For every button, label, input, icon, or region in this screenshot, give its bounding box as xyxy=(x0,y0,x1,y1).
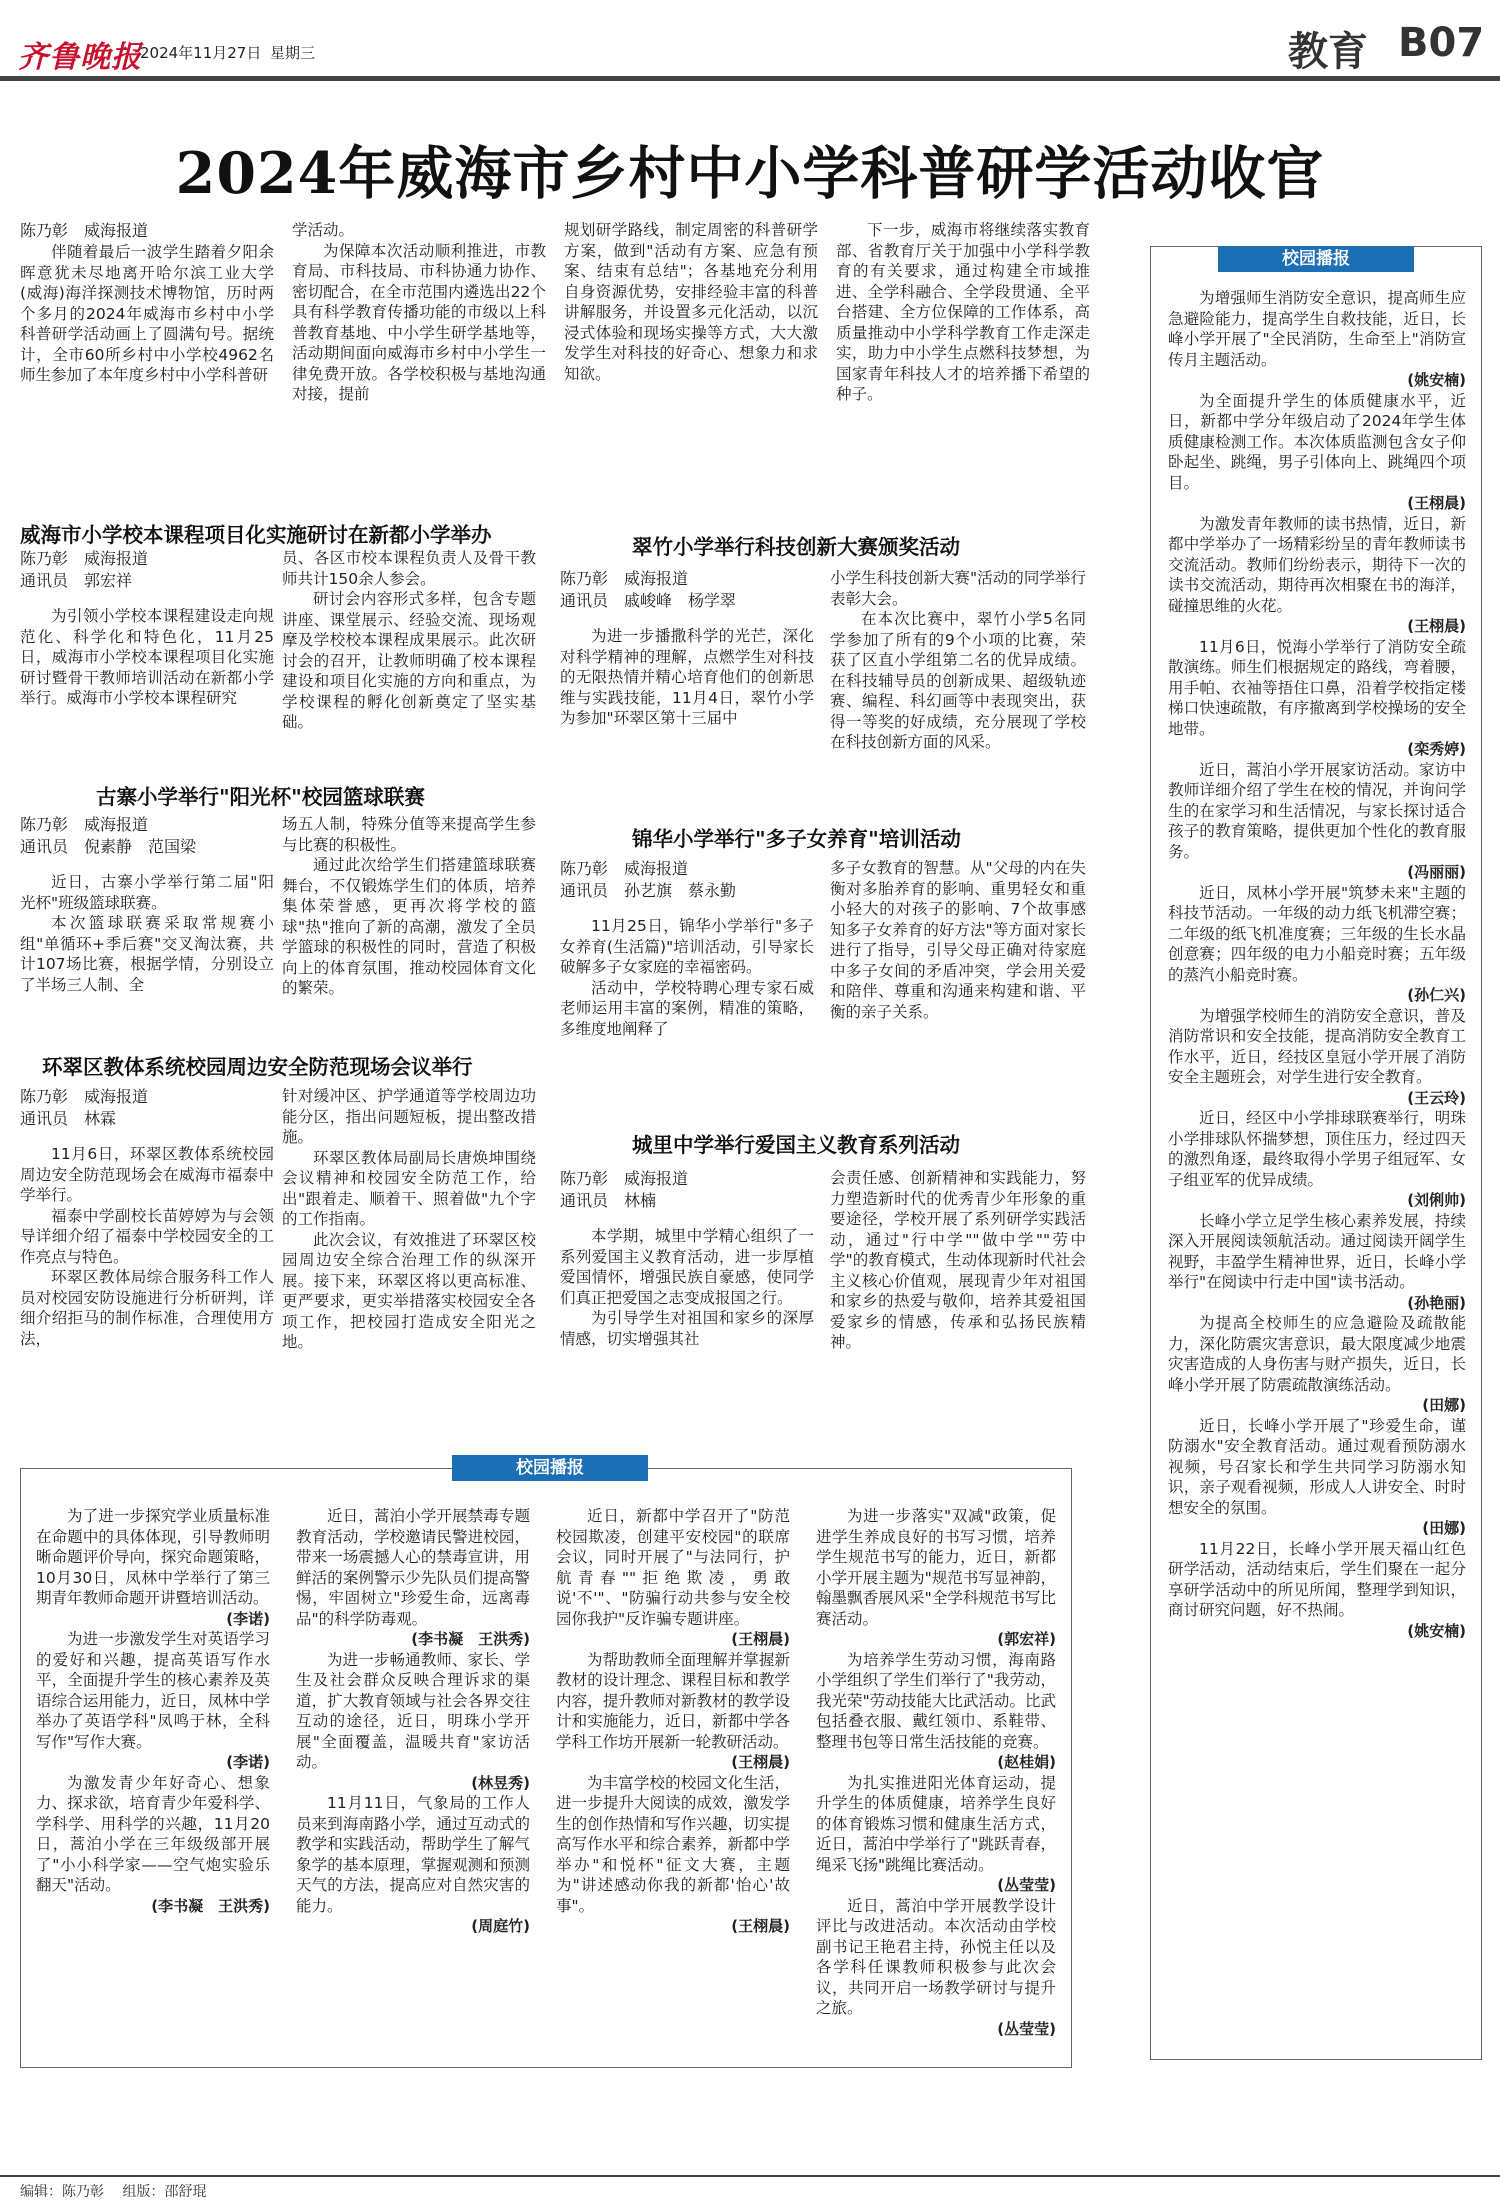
side-news-item: 为激发青年教师的读书热情，近日，新都中学举办了一场精彩纷呈的青年教师读书交流活动。教师们纷纷表示，期待下一次的读书交流活动，期待再次相聚在书的海洋，碰撞思维的火花。 xyxy=(1168,514,1466,615)
article-col xyxy=(20,1086,274,1446)
footer-credits xyxy=(20,2181,206,2201)
lead-col-4 xyxy=(836,220,1090,485)
bottom-news-author: (李书凝 王洪秀) xyxy=(151,1896,270,1915)
article-paragraph: 为引领小学校本课程建设走向规范化、科学化和特色化，11月25日，威海市小学校本课程项目化实施研讨暨骨干教师培训活动在新都小学举行。威海市小学校本课程研究 xyxy=(20,607,274,707)
bottom-news-item: 为了进一步探究学业质量标准在命题中的具体体现，引导教师明晰命题评价导向，探究命题策略，10月30日，凤林中学举行了第三期青年教师命题开讲暨培训活动。 xyxy=(36,1507,270,1607)
article-paragraph: 近日，古寨小学举行第二届"阳光杯"班级篮球联赛。 xyxy=(20,873,274,912)
article-col xyxy=(560,858,814,1098)
section-name: 教育 xyxy=(1288,29,1368,75)
bottom-news-item: 近日，蒿泊中学开展教学设计评比与改进活动。本次活动由学校副书记王艳君主持，孙悦主任以及各学科任课教师积极参与此次会议，共同开启一场教学研讨与提升之旅。 xyxy=(816,1896,1056,2017)
bottom-news-col-4 xyxy=(816,1506,1056,2062)
article-byline: 通讯员 林霖 xyxy=(20,1109,117,1128)
article-paragraph: 小学生科技创新大赛"活动的同学举行表彰大会。 xyxy=(830,569,1086,608)
article-paragraph: 活动中，学校特聘心理专家石威老师运用丰富的案例，精准的策略，多维度地阐释了 xyxy=(560,978,814,1038)
footer-layout: 组版：邵舒琨 xyxy=(122,2184,207,2200)
article-paragraph: 为引导学生对祖国和家乡的深厚情感，切实增强其社 xyxy=(560,1309,814,1348)
article-paragraph: 环翠区教体局综合服务科工作人员对校园安防设施进行分析研判，详细介绍拒马的制作标准，合理使用方法， xyxy=(20,1268,274,1348)
article-col xyxy=(20,814,274,1034)
article-col xyxy=(830,568,1086,808)
bottom-news-author: (周庭竹) xyxy=(471,1917,530,1935)
bottom-news-author: (李诺) xyxy=(226,1753,270,1771)
side-news-item: 近日，长峰小学开展了"珍爱生命，谨防溺水"安全教育活动。通过观看预防溺水视频，号召家长和学生共同学习防溺水知识，亲子观看视频，形成人人讲安全、时时想安全的氛围。 xyxy=(1168,1416,1466,1517)
article-title: 锦华小学举行"多子女养育"培训活动 xyxy=(632,827,961,851)
side-news-item: 为提高全校师生的应急避险及疏散能力，深化防震灾害意识，最大限度减少地震灾害造成的人身伤害与财产损失，近日，长峰小学开展了防震疏散演练活动。 xyxy=(1168,1314,1466,1394)
article-paragraph: 环翠区教体局副局长唐焕坤围绕会议精神和校园安全防范工作，给出"跟着走、顺着干、照着做"九个字的工作指南。 xyxy=(282,1148,536,1228)
bottom-news-col-1 xyxy=(36,1506,270,2062)
article-paragraph: 福泰中学副校长苗婷婷为与会领导详细介绍了福泰中学校园安全的工作亮点与特色。 xyxy=(20,1206,274,1266)
article-paragraph: 会责任感、创新精神和实践能力，努力塑造新时代的优秀青少年形象的重要途径，学校开展了系列研学实践活动，通过"行中学""做中学""劳中学"的教育模式，生动体现新时代社会主义核心价值观，展现青少年对祖国和家乡的热爱与敬仰，培养其爱祖国爱家乡的情感，传承和弘扬民族精神。 xyxy=(830,1169,1086,1351)
article-paragraph: 通过此次给学生们搭建篮球联赛舞台，不仅锻炼学生们的体质，培养集体荣誉感，更再次将学校的篮球"热"推向了新的高潮，激发了全员学篮球的积极性的同时，营造了积极向上的体育氛围，推动校园体育文化的繁荣。 xyxy=(282,856,536,997)
side-news-author: (田娜) xyxy=(1422,1396,1466,1414)
bottom-news-author: (王栩晨) xyxy=(731,1917,790,1935)
side-news-item: 11月6日，悦海小学举行了消防安全疏散演练。师生们根据规定的路线，弯着腰，用手帕、衣袖等捂住口鼻，沿着学校指定楼梯口快速疏散，有序撤离到学校操场的安全地带。 xyxy=(1168,637,1466,738)
newspaper-logo: 齐鲁晚报 xyxy=(18,40,142,75)
article-byline: 陈乃彰 威海报道 xyxy=(560,1169,689,1188)
article-byline: 通讯员 戚峻峰 杨学翠 xyxy=(560,591,737,610)
article-byline: 通讯员 孙艺旗 蔡永勤 xyxy=(560,881,737,900)
lead-col-3 xyxy=(564,220,818,485)
article-col xyxy=(282,1086,536,1446)
article-col xyxy=(20,548,274,766)
article-paragraph: 多子女教育的智慧。从"父母的内在失衡对多胎养育的影响、重男轻女和重小轻大的对孩子的影响、7个故事感知多子女养育的好方法"等方面对家长进行了指导，引导父母正确对待家庭中多子女间的矛盾冲突，学会用关爱和陪伴、尊重和沟通来构建和谐、平衡的亲子关系。 xyxy=(830,859,1086,1021)
bottom-news-author: (王栩晨) xyxy=(731,1630,790,1648)
article-byline: 陈乃彰 威海报道 xyxy=(560,569,689,588)
side-news-item: 近日，经区中小学排球联赛举行，明珠小学排球队怀揣梦想，顶住压力，经过四天的激烈角逐，最终取得小学男子组冠军、女子组亚军的优异成绩。 xyxy=(1168,1109,1466,1189)
article-byline: 通讯员 倪素静 范国梁 xyxy=(20,837,197,856)
side-news-column xyxy=(1168,288,1466,2054)
lead-paragraph: 伴随着最后一波学生踏着夕阳余晖意犹未尽地离开哈尔滨工业大学(威海)海洋探测技术博物馆，历时两个多月的2024年威海市乡村中小学科普研学活动画上了圆满句号。据统计，全市60所乡村中小学校4962名师生参加了本年度乡村中小学科普研 xyxy=(20,243,274,384)
bottom-news-item: 为帮助教师全面理解并掌握新教材的设计理念、课程目标和教学内容，提升教师对新教材的教学设计和实施能力，近日，新都中学各学科工作坊开展新一轮教研活动。 xyxy=(556,1650,790,1751)
side-news-author: (冯丽丽) xyxy=(1407,863,1466,881)
bottom-news-col-2 xyxy=(296,1506,530,2062)
article-col xyxy=(282,814,536,1034)
article-byline: 陈乃彰 威海报道 xyxy=(20,549,149,568)
article-byline: 陈乃彰 威海报道 xyxy=(20,815,149,834)
article-col xyxy=(830,858,1086,1098)
bottom-news-author: (郭宏祥) xyxy=(997,1630,1056,1648)
article-paragraph: 员、各区市校本课程负责人及骨干教师共计150余人参会。 xyxy=(282,549,536,588)
article-paragraph: 在本次比赛中，翠竹小学5名同学参加了所有的9个小项的比赛，荣获了区直小学组第二名的优异成绩。在科技辅导员的创新成果、超级轨迹赛、编程、科幻画等中表现突出，获得一等奖的好成绩，充分展现了学校在科技创新方面的风采。 xyxy=(830,610,1086,751)
bottom-news-item: 近日，蒿泊小学开展禁毒专题教育活动，学校邀请民警进校园，带来一场震撼人心的禁毒宣讲，用鲜活的案例警示少先队员们提高警惕，牢固树立"珍爱生命，远离毒品"的科学防毒观。 xyxy=(296,1507,530,1628)
side-news-item: 近日，蒿泊小学开展家访活动。家访中教师详细介绍了学生在校的情况，并询问学生的在家学习和生活情况，与家长探讨适合孩子的教育策略，提供更加个性化的教育服务。 xyxy=(1168,760,1466,861)
lead-paragraph: 学活动。 xyxy=(292,221,355,239)
article-byline: 通讯员 郭宏祥 xyxy=(20,571,133,590)
article-title: 威海市小学校本课程项目化实施研讨在新都小学举办 xyxy=(20,523,492,547)
side-news-author: (王栩晨) xyxy=(1407,494,1466,512)
article-paragraph: 本学期，城里中学精心组织了一系列爱国主义教育活动，进一步厚植爱国情怀，增强民族自豪感，使同学们真正把爱国之志变成报国之行。 xyxy=(560,1227,814,1307)
side-news-author: (田娜) xyxy=(1422,1519,1466,1537)
lead-paragraph: 下一步，威海市将继续落实教育部、省教育厅关于加强中小学科学教育的有关要求，通过构建全市域推进、全学科融合、全学段贯通、全平台搭建、全方位保障的工作体系，高质量推动中小学科学教育工作走深走实，助力中小学生点燃科技梦想，为国家青年科技人才的培养播下希望的种子。 xyxy=(836,221,1090,403)
article-byline: 通讯员 林楠 xyxy=(560,1191,657,1210)
article-paragraph: 11月25日，锦华小学举行"多子女养育(生活篇)"培训活动，引导家长破解多子女家庭的幸福密码。 xyxy=(560,917,814,976)
issue-weekday: 星期三 xyxy=(270,44,316,62)
bottom-news-item: 为进一步畅通教师、家长、学生及社会群众反映合理诉求的渠道，扩大教育领域与社会各界交往互动的途径，近日，明珠小学开展"全面覆盖，温暖共育"家访活动。 xyxy=(296,1650,530,1771)
article-paragraph: 研讨会内容形式多样，包含专题讲座、课堂展示、经验交流、现场观摩及学校校本课程成果展示。此次研讨会的召开，让教师明确了校本课程建设和项目化实施的方向和重点，为学校课程的孵化创新奠定了坚实基础。 xyxy=(282,590,536,731)
article-title: 古寨小学举行"阳光杯"校园篮球联赛 xyxy=(96,785,425,809)
bottom-news-col-3 xyxy=(556,1506,790,2062)
lead-paragraph: 为保障本次活动顺利推进，市教育局、市科技局、市科协通力协作、密切配合，在全市范围内遴选出22个具有科学教育传播功能的市级以上科普教育基地、中小学生研学基地等，活动期间面向威海市乡村中小学生一律免费开放。各学校积极与基地沟通对接，提前 xyxy=(292,241,546,403)
lead-col-1 xyxy=(20,220,274,485)
bottom-news-item: 为进一步激发学生对英语学习的爱好和兴趣，提高英语写作水平，全面提升学生的核心素养及英语综合运用能力，近日，凤林中学举办了英语学科"凤鸣于林，全科写作"写作大赛。 xyxy=(36,1630,270,1751)
bottom-news-author: (王栩晨) xyxy=(731,1753,790,1771)
lead-byline: 陈乃彰 威海报道 xyxy=(20,221,149,240)
article-byline: 陈乃彰 威海报道 xyxy=(20,1087,149,1106)
bottom-news-author: (李诺) xyxy=(226,1609,270,1628)
side-news-author: (刘俐帅) xyxy=(1407,1191,1466,1209)
side-news-author: (王云玲) xyxy=(1407,1088,1466,1107)
side-news-item: 长峰小学立足学生核心素养发展，持续深入开展阅读领航活动。通过阅读开阔学生视野，丰盈学生精神世界，近日，长峰小学举行"在阅读中行走中国"读书活动。 xyxy=(1168,1211,1466,1291)
bottom-news-item: 近日，新都中学召开了"防范校园欺凌，创建平安校园"的联席会议，同时开展了"与法同行，护航青春""拒绝欺凌，勇敢说'不'"、"防骗行动共参与安全校园你我护"反诈骗专题讲座。 xyxy=(556,1507,790,1628)
article-col xyxy=(830,1168,1086,1448)
bottom-news-author: (赵桂娟) xyxy=(997,1753,1056,1771)
bottom-news-item: 为培养学生劳动习惯，海南路小学组织了学生们举行了"我劳动，我光荣"劳动技能大比武活动。比武包括叠衣服、戴红领巾、系鞋带、整理书包等日常生活技能的竞赛。 xyxy=(816,1650,1056,1751)
article-paragraph: 此次会议，有效推进了环翠区校园周边安全综合治理工作的纵深开展。接下来，环翠区将以更高标准、更严要求，更实举措落实校园安全各项工作，把校园打造成安全阳光之地。 xyxy=(282,1230,536,1351)
side-news-author: (孙艳丽) xyxy=(1407,1293,1466,1312)
footer-rule xyxy=(0,2175,1500,2177)
article-paragraph: 为进一步播撒科学的光芒，深化对科学精神的理解，点燃学生对科技的无限热情并精心培育他们的创新思维与实践技能，11月4日，翠竹小学为参加"环翠区第十三届中 xyxy=(560,627,814,727)
footer-editor: 编辑：陈乃彰 xyxy=(20,2184,104,2200)
bottom-news-author: (丛莹莹) xyxy=(997,1876,1056,1894)
bottom-news-author: (丛莹莹) xyxy=(997,2019,1056,2038)
bottom-news-item: 为进一步落实"双减"政策，促进学生养成良好的书写习惯，培养学生规范书写的能力，近日，新都小学开展主题为"规范书写显神韵，翰墨飘香展风采"全学科规范书写比赛活动。 xyxy=(816,1507,1056,1628)
bottom-news-item: 为丰富学校的校园文化生活，进一步提升大阅读的成效，激发学生的创作热情和写作兴趣，切实提高写作水平和综合素养，新都中学举办"和悦杯"征文大赛，主题为"讲述感动你我的新都'怡心'故事"。 xyxy=(556,1773,790,1915)
side-news-author: (姚安楠) xyxy=(1407,371,1466,389)
article-col xyxy=(560,1168,814,1448)
article-paragraph: 本次篮球联赛采取常规赛小组"单循环+季后赛"交叉淘汰赛，共计107场比赛，根据学情，分别设立了半场三人制、全 xyxy=(20,914,274,994)
bottom-news-item: 为激发青少年好奇心、想象力、探求欲，培育青少年爱科学、学科学、用科学的兴趣，11月20日，蒿泊小学在三年级级部开展了"小小科学家——空气炮实验乐翻天"活动。 xyxy=(36,1773,270,1894)
side-news-item: 为全面提升学生的体质健康水平，近日，新都中学分年级启动了2024年学生体质健康检测工作。本次体质监测包含女子仰卧起坐、跳绳，男子引体向上、跳绳四个项目。 xyxy=(1168,391,1466,492)
side-news-author: (王栩晨) xyxy=(1407,617,1466,635)
bottom-news-author: (李书凝 王洪秀) xyxy=(411,1630,530,1648)
side-news-author: (姚安楠) xyxy=(1407,1621,1466,1640)
bottom-news-item: 11月11日，气象局的工作人员来到海南路小学，通过互动式的教学和实践活动，帮助学生了解气象学的基本原理，掌握观测和预测天气的方法，提高应对自然灾害的能力。 xyxy=(296,1794,530,1915)
lead-col-2 xyxy=(292,220,546,485)
bottom-news-author: (林昱秀) xyxy=(471,1773,530,1792)
article-title: 城里中学举行爱国主义教育系列活动 xyxy=(632,1133,960,1157)
issue-date: 2024年11月27日 xyxy=(140,44,262,62)
bottom-news-item: 为扎实推进阳光体育运动，提升学生的体质健康，培养学生良好的体育锻炼习惯和健康生活方式，近日，蒿泊中学举行了"跳跃青春，绳采飞扬"跳绳比赛活动。 xyxy=(816,1773,1056,1874)
masthead-rule xyxy=(0,76,1500,81)
side-news-item: 近日，凤林小学开展"筑梦未来"主题的科技节活动。一年级的动力纸飞机滞空赛；二年级的纸飞机准度赛；三年级的生长水晶创意赛；四年级的电力小船竞时赛；五年级的蒸汽小船竞时赛。 xyxy=(1168,883,1466,984)
page-headline: 2024年威海市乡村中小学科普研学活动收官 xyxy=(175,140,1325,207)
article-col xyxy=(282,548,536,766)
article-title: 翠竹小学举行科技创新大赛颁奖活动 xyxy=(632,535,960,559)
side-news-item: 为增强学校师生的消防安全意识，普及消防常识和安全技能，提高消防安全教育工作水平，近日，经技区皇冠小学开展了消防安全主题班会，对学生进行安全教育。 xyxy=(1168,1006,1466,1086)
side-box-tag: 校园播报 xyxy=(1218,246,1414,272)
lead-paragraph: 规划研学路线，制定周密的科普研学方案，做到"活动有方案、应急有预案、结束有总结"；各基地充分利用自身资源优势，安排经验丰富的科普讲解服务，并设置多元化活动，以沉浸式体验和现场实操等方式，大大激发学生对科技的好奇心、想象力和求知欲。 xyxy=(564,221,818,383)
bottom-box-tag: 校园播报 xyxy=(452,1455,648,1481)
side-news-item: 为增强师生消防安全意识，提高师生应急避险能力，提高学生自救技能，近日，长峰小学开展了"全民消防，生命至上"消防宣传月主题活动。 xyxy=(1168,289,1466,369)
article-byline: 陈乃彰 威海报道 xyxy=(560,859,689,878)
side-news-item: 11月22日，长峰小学开展天福山红色研学活动，活动结束后，学生们聚在一起分享研学活动中的所见所闻，整理学到知识，商讨研究问题，好不热闹。 xyxy=(1168,1539,1466,1619)
article-paragraph: 针对缓冲区、护学通道等学校周边功能分区，指出问题短板，提出整改措施。 xyxy=(282,1087,536,1146)
side-news-author: (栾秀婷) xyxy=(1407,740,1466,758)
side-news-author: (孙仁兴) xyxy=(1407,986,1466,1004)
article-paragraph: 11月6日，环翠区教体系统校园周边安全防范现场会在威海市福泰中学举行。 xyxy=(20,1145,274,1204)
article-col xyxy=(560,568,814,808)
article-title: 环翠区教体系统校园周边安全防范现场会议举行 xyxy=(42,1055,473,1079)
page-number: B07 xyxy=(1398,20,1485,66)
article-paragraph: 场五人制，特殊分值等来提高学生参与比赛的积极性。 xyxy=(282,815,536,854)
